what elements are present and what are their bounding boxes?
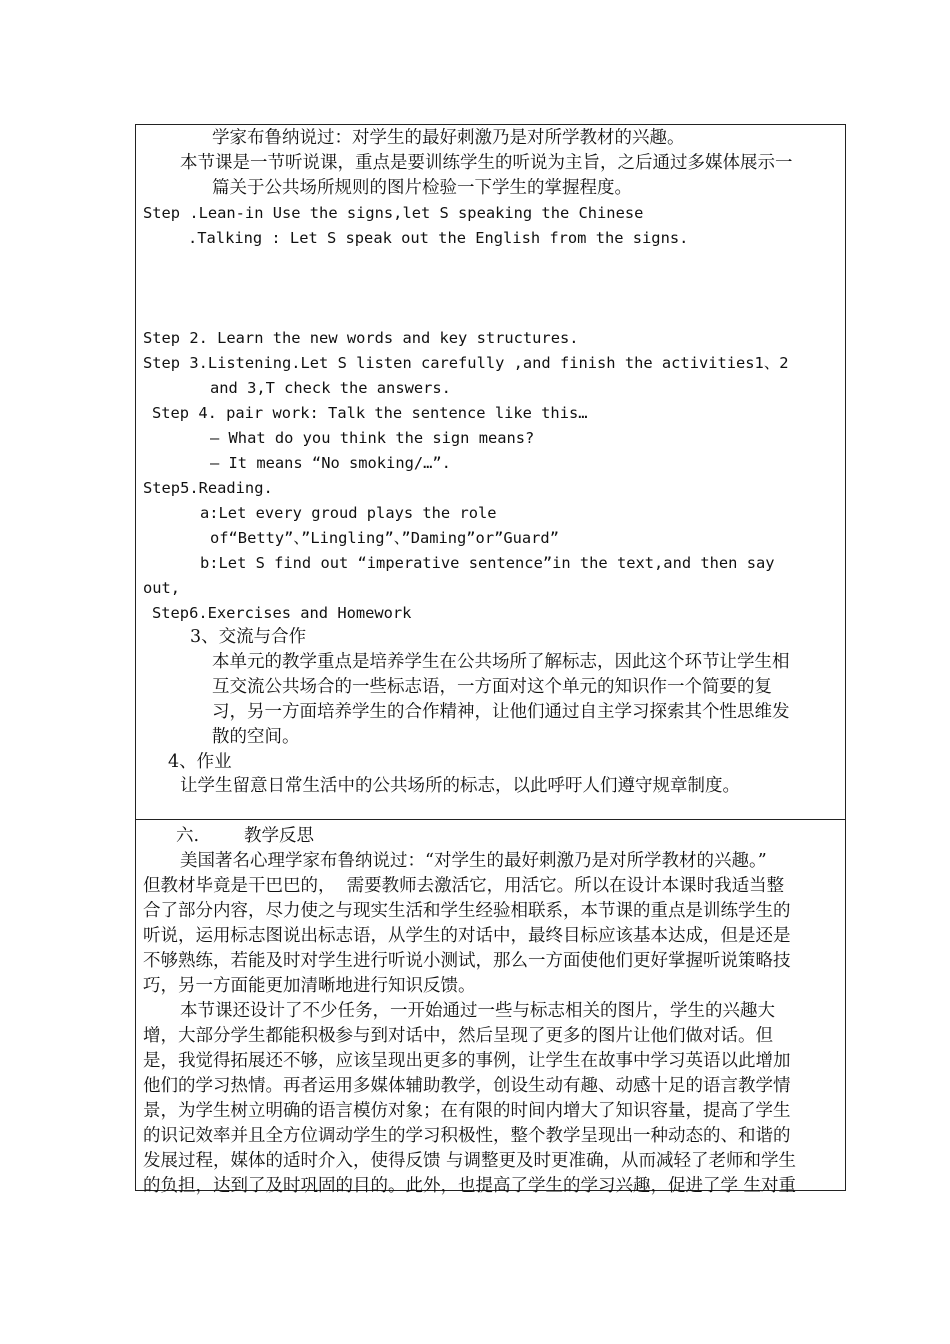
- step-6: Step6.Exercises and Homework: [152, 604, 412, 622]
- step-4-question: — What do you think the sign means?: [210, 429, 535, 447]
- reflection-heading-number: 六.: [176, 826, 200, 846]
- step-4: Step 4. pair work: Talk the sentence like this…: [152, 404, 588, 422]
- step-5-a-roles: of“Betty”、”Lingling”、”Daming”or”Guard”: [210, 529, 559, 547]
- section-3-line-3: 习，另一方面培养学生的合作精神，让他们通过自主学习探索其个性思维发: [212, 702, 790, 722]
- step-4-answer: — It means “No smoking/…”.: [210, 454, 451, 472]
- reflection-line-6: 巧，另一方面能更加清晰地进行知识反馈。: [143, 976, 476, 996]
- reflection-line-13: 发展过程，媒体的适时介入，使得反馈 与调整更及时更准确，从而减轻了老师和学生: [143, 1151, 797, 1171]
- section-4-heading: 4、作业: [168, 752, 232, 772]
- reflection-heading-title: 教学反思: [244, 826, 314, 846]
- intro-line-1: 学家布鲁纳说过：对学生的最好刺激乃是对所学教材的兴趣。: [212, 128, 685, 148]
- reflection-line-4: 听说，运用标志图说出标志语，从学生的对话中，最终目标应该基本达成，但是还是: [143, 926, 791, 946]
- reflection-line-12: 的识记效率并且全方位调动学生的学习积极性，整个教学呈现出一种动态的、和谐的: [143, 1126, 791, 1146]
- reflection-line-14: 的负担，达到了及时巩固的目的。此外，也提高了学生的学习兴趣，促进了学 生对重: [143, 1176, 797, 1196]
- step-5: Step5.Reading.: [143, 479, 273, 497]
- step-3: Step 3.Listening.Let S listen carefully ,and finish the activities1、2: [143, 354, 789, 372]
- reflection-line-8: 增，大部分学生都能积极参与到对话中，然后呈现了更多的图片让他们做对话。但: [143, 1026, 773, 1046]
- section-4-line-1: 让学生留意日常生活中的公共场所的标志，以此呼吁人们遵守规章制度。: [180, 776, 740, 796]
- reflection-line-2: 但教材毕竟是干巴巴的， 需要教师去激活它，用活它。所以在设计本课时我适当整: [143, 876, 785, 896]
- step-5-b-continued: out,: [143, 579, 181, 597]
- reflection-line-10: 他们的学习热情。再者运用多媒体辅助教学，创设生动有趣、动感十足的语言教学情: [143, 1076, 791, 1096]
- section-3-line-4: 散的空间。: [212, 727, 300, 747]
- reflection-line-7: 本节课还设计了不少任务，一开始通过一些与标志相关的图片，学生的兴趣大: [180, 1001, 775, 1021]
- step-5-b: b:Let S find out “imperative sentence”in the text,and then say: [200, 554, 775, 572]
- step-2: Step 2. Learn the new words and key structures.: [143, 329, 579, 347]
- step-3-continued: and 3,T check the answers.: [210, 379, 451, 397]
- intro-line-2: 本节课是一节听说课，重点是要训练学生的听说为主旨，之后通过多媒体展示一: [180, 153, 793, 173]
- reflection-line-5: 不够熟练，若能及时对学生进行听说小测试，那么一方面使他们更好掌握听说策略技: [143, 951, 791, 971]
- section-3-line-1: 本单元的教学重点是培养学生在公共场所了解标志，因此这个环节让学生相: [212, 652, 790, 672]
- section-3-line-2: 互交流公共场合的一些标志语，一方面对这个单元的知识作一个简要的复: [212, 677, 772, 697]
- table-row-divider: [136, 819, 845, 820]
- step-1-talking: .Talking : Let S speak out the English from the signs.: [188, 229, 689, 247]
- reflection-line-1: 美国著名心理学家布鲁纳说过：“对学生的最好刺激乃是对所学教材的兴趣。”: [180, 851, 767, 871]
- reflection-line-9: 是，我觉得拓展还不够，应该呈现出更多的事例，让学生在故事中学习英语以此增加: [143, 1051, 791, 1071]
- step-1-lead-in: Step .Lean-in Use the signs,let S speaking the Chinese: [143, 204, 644, 222]
- section-3-heading: 3、交流与合作: [190, 627, 307, 647]
- step-5-a: a:Let every groud plays the role: [200, 504, 497, 522]
- reflection-line-3: 合了部分内容，尽力使之与现实生活和学生经验相联系，本节课的重点是训练学生的: [143, 901, 791, 921]
- reflection-line-11: 景，为学生树立明确的语言模仿对象；在有限的时间内增大了知识容量，提高了学生: [143, 1101, 791, 1121]
- intro-line-3: 篇关于公共场所规则的图片检验一下学生的掌握程度。: [212, 178, 632, 198]
